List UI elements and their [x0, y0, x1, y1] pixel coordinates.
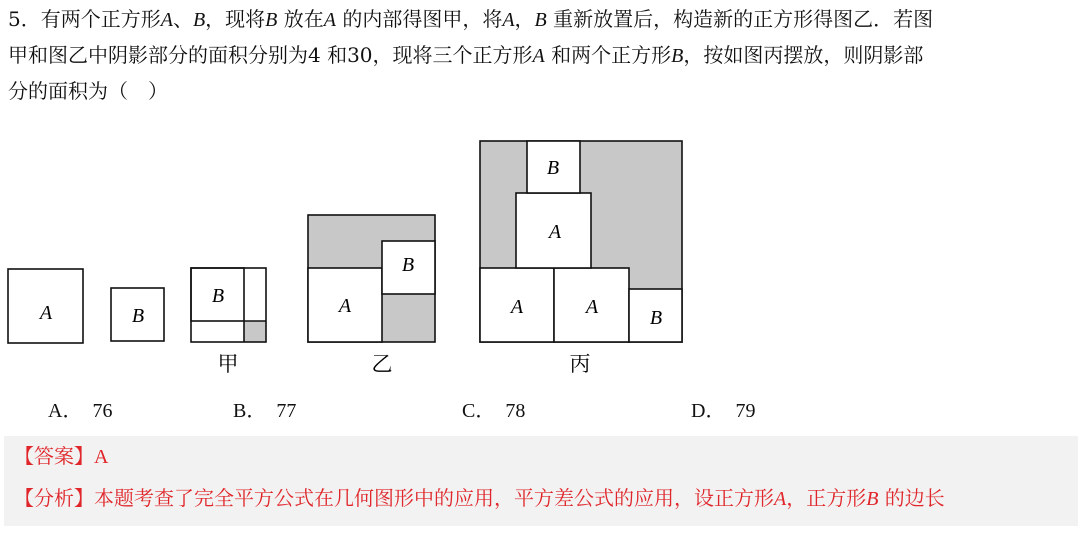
caption-jia: 甲 — [217, 352, 239, 376]
answer-tag: 【答案】 — [14, 444, 94, 468]
caption-bing: 丙 — [569, 352, 591, 376]
option-b[interactable]: B． 77 — [233, 400, 297, 422]
answer-value: A — [94, 446, 109, 468]
analysis-tag: 【分析】 — [14, 486, 94, 510]
label-jia-b: B — [211, 285, 225, 307]
option-c[interactable]: C． 78 — [462, 400, 526, 422]
label-yi-a: A — [338, 295, 352, 317]
label-bing-a-top: A — [548, 221, 562, 243]
question-line-3: 分的面积为（ ） — [8, 79, 168, 103]
answer-line — [14, 440, 108, 469]
label-bing-a-middle: A — [585, 296, 599, 318]
label-bing-b-right: B — [649, 307, 663, 329]
solution-panel — [4, 436, 1078, 526]
label-bing-a-left: A — [510, 296, 524, 318]
option-a[interactable]: A． 76 — [48, 400, 113, 422]
question-line-1: 5．有两个正方形A、B，现将B 放在A 的内部得图甲，将A，B 重新放置后，构造新的正方形得图乙．若图 — [8, 7, 934, 31]
jia-shaded-corner — [244, 321, 266, 342]
caption-yi: 乙 — [371, 352, 393, 376]
label-bing-b-top: B — [546, 157, 560, 179]
label-yi-b: B — [401, 254, 415, 276]
label-a-alone: A — [39, 302, 53, 324]
question-line-2: 甲和图乙中阴影部分的面积分别为4 和30，现将三个正方形A 和两个正方形B，按如图丙摆放，则阴影部 — [8, 43, 924, 67]
option-d[interactable]: D． 79 — [691, 400, 756, 422]
analysis-line: 【分析】本题考查了完全平方公式在几何图形中的应用，平方差公式的应用，设正方形A，正方形B 的边长 — [14, 486, 945, 510]
label-b-alone: B — [131, 305, 145, 327]
yi-shaded-bottom — [382, 294, 435, 342]
